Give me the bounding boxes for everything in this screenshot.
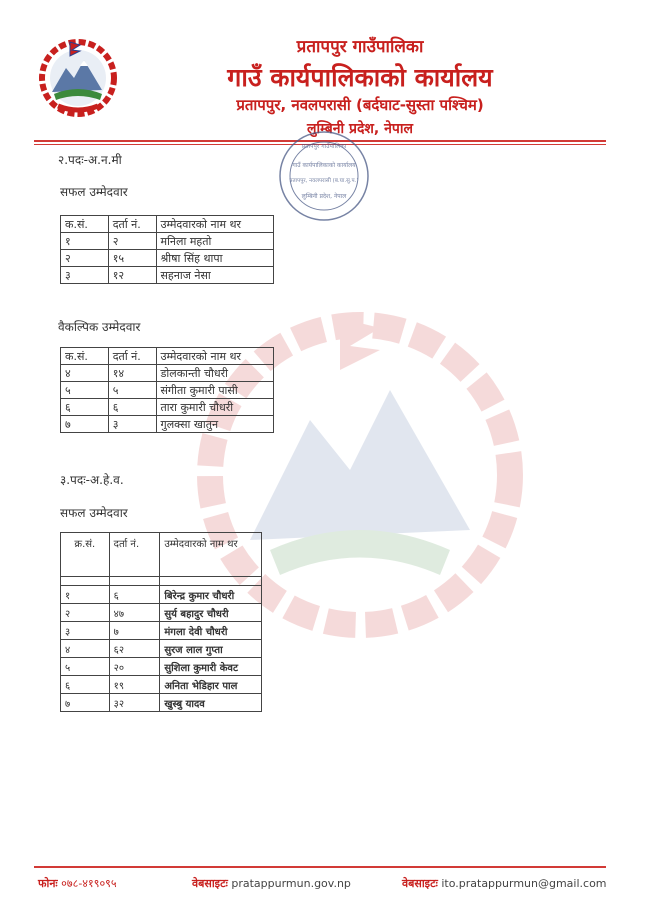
email-link[interactable]: ito.pratappurmun@gmail.com <box>441 877 607 890</box>
email-label: वेबसाइटः <box>402 877 438 890</box>
cell-sn: २ <box>61 250 109 267</box>
successful-candidates-table <box>60 215 274 284</box>
cell-reg-no: ३२ <box>109 694 160 712</box>
cell-name: गुलक्सा खातुन <box>156 416 274 433</box>
col-header-reg-no: दर्ता नं. <box>109 533 160 577</box>
phone-label: फोनः <box>38 877 58 890</box>
table-row <box>61 622 262 640</box>
successful-candidates-heading: सफल उम्मेदवार <box>60 185 128 199</box>
cell-name: खुस्बु यादव <box>160 694 262 712</box>
cell-name: सुरज लाल गुप्ता <box>160 640 262 658</box>
footer-website <box>192 876 351 891</box>
post-title-anm: २.पदः-अ.न.मी <box>58 153 122 167</box>
table-row <box>61 694 262 712</box>
cell-name: सुशिला कुमारी केवट <box>160 658 262 676</box>
website-link[interactable]: pratappurmun.gov.np <box>231 877 351 890</box>
table-row <box>61 250 274 267</box>
table-row <box>61 640 262 658</box>
table-header-row <box>61 348 274 365</box>
col-header-sn: क्र.सं. <box>61 533 110 577</box>
cell-name: तारा कुमारी चौधरी <box>156 399 274 416</box>
table-row <box>61 658 262 676</box>
website-label: वेबसाइटः <box>192 877 228 890</box>
office-stamp <box>266 122 376 222</box>
col-header-reg-no: दर्ता नं. <box>108 348 156 365</box>
table-row <box>61 676 262 694</box>
stamp-text-bottom: लुम्बिनी प्रदेश, नेपाल <box>301 193 347 200</box>
cell-name: सुर्य बहादुर चौधरी <box>160 604 262 622</box>
cell-sn: ५ <box>61 658 110 676</box>
cell-sn: ६ <box>61 676 110 694</box>
cell-reg-no: १५ <box>108 250 156 267</box>
stamp-text-top: प्रतापपुर गाउँपालिका <box>301 143 347 150</box>
cell-reg-no: ५ <box>108 382 156 399</box>
cell-reg-no: १२ <box>108 267 156 284</box>
cell-reg-no: १९ <box>109 676 160 694</box>
successful-candidates-heading-2: सफल उम्मेदवार <box>60 506 128 520</box>
cell-name: डोलकान्ती चौधरी <box>156 365 274 382</box>
cell-name: मनिला महतो <box>156 233 274 250</box>
table-row <box>61 416 274 433</box>
table-header-row <box>61 533 262 577</box>
table-row <box>61 267 274 284</box>
phone-value: ०७८-४१९०९५ <box>61 877 117 890</box>
footer-phone <box>38 876 117 891</box>
cell-sn: ७ <box>61 694 110 712</box>
stamp-text-low: प्रतापपुर, नवलपरासी (ब.घा.सु.प.) <box>289 178 359 184</box>
stamp-text-mid: गाउँ कार्यपालिकाको कार्यालय <box>292 162 356 169</box>
cell-name: संगीता कुमारी पासी <box>156 382 274 399</box>
cell-sn: ३ <box>61 267 109 284</box>
table-header-row <box>61 216 274 233</box>
nepal-emblem-icon <box>36 34 120 118</box>
col-header-sn: क.सं. <box>61 216 109 233</box>
col-header-sn: क.सं. <box>61 348 109 365</box>
municipality-name: प्रतापपुर गाउँपालिका <box>296 37 424 57</box>
table-row <box>61 233 274 250</box>
col-header-name: उम्मेदवारको नाम थर <box>156 348 274 365</box>
cell-sn: ७ <box>61 416 109 433</box>
col-header-reg-no: दर्ता नं. <box>108 216 156 233</box>
cell-sn: ३ <box>61 622 110 640</box>
footer-divider <box>34 866 606 868</box>
col-header-name: उम्मेदवारको नाम थर <box>156 216 274 233</box>
alternate-candidates-table <box>60 347 274 433</box>
cell-sn: १ <box>61 586 110 604</box>
table-spacer-row <box>61 577 262 586</box>
cell-reg-no: १४ <box>108 365 156 382</box>
cell-reg-no: ७ <box>109 622 160 640</box>
table-row <box>61 365 274 382</box>
cell-sn: ५ <box>61 382 109 399</box>
cell-name: मंगला देवी चौधरी <box>160 622 262 640</box>
cell-reg-no: ६ <box>109 586 160 604</box>
cell-name: सहनाज नेसा <box>156 267 274 284</box>
table-row <box>61 586 262 604</box>
alternate-candidates-heading: वैकल्पिक उम्मेदवार <box>58 320 141 334</box>
table-row <box>61 382 274 399</box>
cell-sn: ६ <box>61 399 109 416</box>
province-name: लुम्बिनी प्रदेश, नेपाल <box>307 121 413 137</box>
cell-reg-no: २० <box>109 658 160 676</box>
successful-candidates-table-2 <box>60 532 262 712</box>
office-address: प्रतापपुर, नवलपरासी (बर्दघाट-सुस्ता पश्चिम) <box>236 96 484 114</box>
cell-reg-no: २ <box>108 233 156 250</box>
table-row <box>61 399 274 416</box>
cell-sn: ४ <box>61 640 110 658</box>
cell-name: बिरेन्द्र कुमार चौधरी <box>160 586 262 604</box>
cell-reg-no: ४७ <box>109 604 160 622</box>
cell-sn: ४ <box>61 365 109 382</box>
cell-reg-no: ३ <box>108 416 156 433</box>
office-name: गाउँ कार्यपालिकाको कार्यालय <box>227 63 493 92</box>
cell-name: अनिता भेडिहार पाल <box>160 676 262 694</box>
cell-name: श्रीषा सिंह थापा <box>156 250 274 267</box>
cell-sn: २ <box>61 604 110 622</box>
cell-sn: १ <box>61 233 109 250</box>
post-title-ahw: ३.पदः-अ.हे.व. <box>60 473 124 487</box>
col-header-name: उम्मेदवारको नाम थर <box>160 533 262 577</box>
cell-reg-no: ६ <box>108 399 156 416</box>
table-row <box>61 604 262 622</box>
footer-email <box>402 876 607 891</box>
cell-reg-no: ६२ <box>109 640 160 658</box>
